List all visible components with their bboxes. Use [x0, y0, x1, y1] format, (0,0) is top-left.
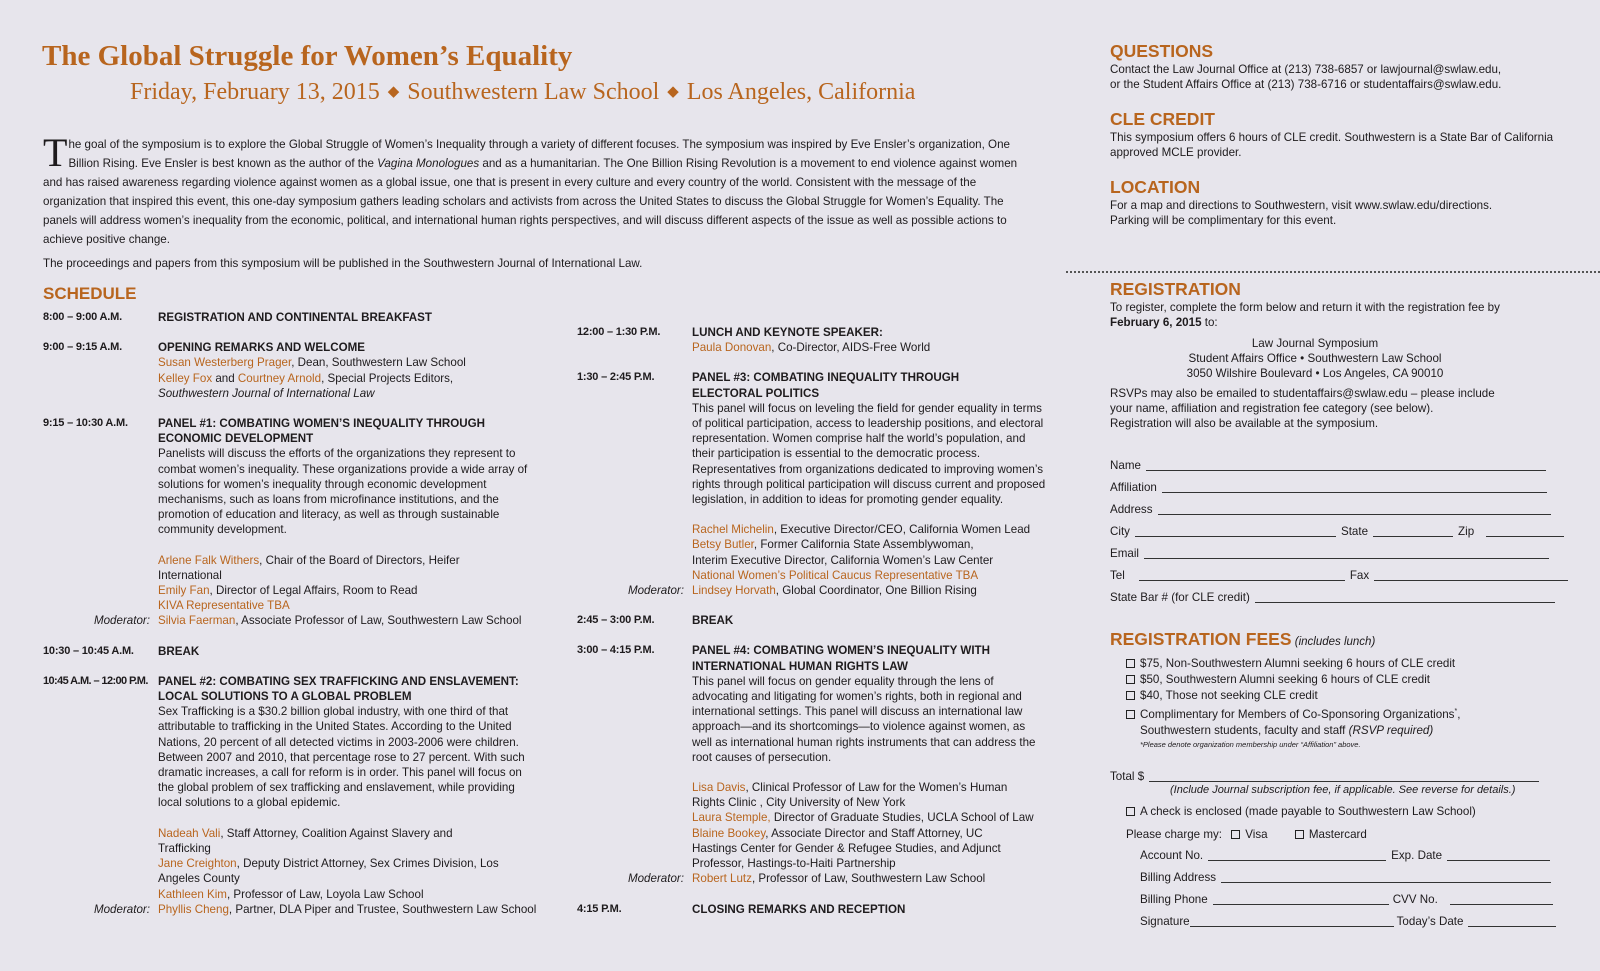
intro-text: he goal of the symposium is to explore the Global Struggle of Women’s Inequality through a variety of different focuses. The symposium was inspired by Eve Ensler’s organization, One Billion Rising. Eve Ensler is best known as the author of the: [68, 138, 1010, 170]
schedule-title: OPENING REMARKS AND WELCOME: [158, 341, 365, 355]
fee-option[interactable]: [1126, 656, 1460, 672]
speaker-name: Jane Creighton: [158, 857, 237, 871]
email-label: Email: [1110, 547, 1139, 560]
schedule-title: PANEL #4: COMBATING WOMEN’S INEQUALITY WITH INTERNATIONAL HUMAN RIGHTS LAW: [692, 644, 991, 673]
speaker-role: , Special Projects Editors,: [321, 371, 454, 385]
intro-paragraph: [43, 130, 1038, 249]
check-enclosed-label: A check is enclosed (made payable to Southwestern Law School): [1140, 805, 1476, 818]
moderator-row: [577, 583, 1047, 598]
mailing-address: 3050 Wilshire Boulevard • Los Angeles, CA 90010: [1186, 367, 1444, 380]
fee-option-label: $40, Those not seeking CLE credit: [1140, 689, 1318, 702]
city-state-zip-row: [1110, 524, 1564, 539]
schedule-item: [43, 310, 573, 325]
schedule-item: [577, 325, 1047, 355]
footnote-marker: *: [1454, 708, 1458, 715]
city-label: City: [1110, 525, 1130, 538]
schedule-item: [577, 370, 1047, 583]
event-venue: Southwestern Law School: [407, 79, 660, 105]
name-label: Name: [1110, 459, 1141, 472]
speaker-role: , Director of Legal Affairs, Room to Read: [209, 584, 418, 598]
diamond-icon: ◆: [387, 84, 400, 100]
speaker-role: , Deputy District Attorney, Sex Crimes Division, Los Angeles County: [158, 857, 499, 886]
questions-section: [1110, 40, 1580, 92]
schedule-item: [43, 416, 573, 613]
rsvp-required-note: (RSVP required): [1348, 723, 1434, 737]
intro-text: and as a humanitarian. The One Billion Rising Revolution is a movement to end violence against women and has raised awareness regarding violence against women as a global issue, one that is present in every culture and every country of the world. Consistent with the message of the organization that inspired this event, this one-day symposium gathers leading scholars and activists from across the United States to discuss the Global Struggle for Women’s Equality. The panels will address women’s inequality from the economic, political, and international human rights perspectives, and will discuss different aspects of the issue as well as possible actions to achieve positive change.: [43, 157, 1018, 246]
visa-option[interactable]: [1231, 828, 1267, 841]
schedule-item: [577, 613, 1047, 628]
fee-option[interactable]: [1126, 704, 1460, 723]
schedule-time: 1:30 – 2:45 P.M.: [577, 371, 655, 384]
schedule-title: PANEL #1: COMBATING WOMEN’S INEQUALITY THROUGH ECONOMIC DEVELOPMENT: [158, 417, 485, 446]
tel-input[interactable]: [1139, 580, 1345, 581]
dotted-divider: [1066, 271, 1600, 273]
cle-heading: CLE CREDIT: [1110, 109, 1215, 129]
speaker-name: Laura Stemple,: [692, 811, 771, 825]
exp-date-input[interactable]: [1447, 860, 1550, 861]
speaker-role: , Professor of Law, Loyola Law School: [226, 887, 424, 901]
proceedings-note: The proceedings and papers from this symposium will be published in the Southwestern Journal of International Law.: [43, 257, 643, 270]
schedule-time: 12:00 – 1:30 P.M.: [577, 326, 661, 338]
speaker-role: , Former California State Assemblywoman, Interim Executive Director, California Women’s Law Center: [692, 538, 994, 567]
total-field[interactable]: [1110, 769, 1539, 784]
speaker-role: , Associate Director and Staff Attorney, UC Hastings Center for Gender & Refugee Studies, and Adjunct Professor, Hastings-to-Haiti Partnership: [692, 826, 1001, 871]
speaker-name: Kelley Fox: [158, 371, 213, 385]
moderator-role: , Associate Professor of Law, Southwestern Law School: [235, 614, 522, 628]
mailing-address: Student Affairs Office • Southwestern Law School: [1188, 352, 1442, 365]
moderator-role: , Professor of Law, Southwestern Law School: [751, 872, 986, 886]
state-label: State: [1340, 525, 1369, 538]
speaker-role: , Staff Attorney, Coalition Against Slavery and Trafficking: [158, 826, 453, 855]
moderator-role: , Partner, DLA Piper and Trustee, Southwestern Law School: [228, 902, 537, 916]
signature-row: [1140, 914, 1556, 929]
schedule-title: PANEL #3: COMBATING INEQUALITY THROUGH ELECTORAL POLITICS: [692, 371, 960, 400]
charge-card-row: [1126, 827, 1596, 842]
speaker-name: Paula Donovan: [692, 341, 772, 355]
address-field[interactable]: [1110, 502, 1551, 517]
rsvp-text: Registration will also be available at the symposium.: [1110, 417, 1379, 430]
total-label: Total $: [1110, 770, 1145, 783]
account-row: [1140, 848, 1550, 863]
location-section: [1110, 176, 1580, 228]
moderator-role: , Global Coordinator, One Billion Rising: [775, 584, 977, 598]
speaker-role: , Executive Director/CEO, California Women Lead: [773, 523, 1031, 537]
moderator-name: Lindsey Horvath: [692, 584, 776, 598]
drop-cap: T: [43, 130, 68, 175]
billing-phone-input[interactable]: [1213, 904, 1389, 905]
schedule-time: 2:45 – 3:00 P.M.: [577, 614, 655, 627]
zip-label: Zip: [1458, 525, 1475, 538]
schedule-time: 9:00 – 9:15 A.M.: [43, 341, 122, 354]
zip-input[interactable]: [1486, 536, 1564, 537]
speaker-name: Nadeah Vali: [158, 826, 221, 840]
panel-description: Panelists will discuss the efforts of the organizations they represent to combat women’s inequality. These organizations provide a wide array of solutions for women’s inequality through economic development mechanisms, such as loans from microfinance institutions, and the promotion of education and literacy, as well as through sustainable community development.: [158, 447, 528, 537]
panel-description: Sex Trafficking is a $30.2 billion global industry, with one third of that attributable to trafficking in the United States. According to the United Nations, 20 percent of all detected victims in 2003-2006 were children. Between 2007 and 2010, that percentage rose to 27 percent. With such dramatic increases, a call for reform is in order. This panel will focus on the global problem of sex trafficking and enslavement, while providing local solutions to a global epidemic.: [158, 705, 525, 810]
fax-input[interactable]: [1374, 580, 1568, 581]
account-input[interactable]: [1208, 860, 1386, 861]
moderator-name: Phyllis Cheng: [158, 902, 229, 916]
schedule-title: BREAK: [158, 644, 200, 658]
moderator-row: [43, 613, 573, 628]
state-bar-label: State Bar # (for CLE credit): [1110, 591, 1250, 604]
diamond-icon: ◆: [667, 84, 679, 100]
schedule-item: [577, 643, 1047, 871]
speaker-name: Arlene Falk Withers: [158, 553, 260, 567]
email-field[interactable]: [1110, 546, 1549, 561]
moderator-label: Moderator:: [627, 584, 684, 598]
questions-text: Contact the Law Journal Office at (213) 738-6857 or lawjournal@swlaw.edu,: [1110, 63, 1502, 76]
schedule-item: [43, 340, 573, 401]
speaker-name: Susan Westerberg Prager: [158, 356, 292, 370]
cvv-input[interactable]: [1450, 904, 1553, 905]
fee-option-label: ,: [1457, 707, 1461, 721]
registration-text: to:: [1201, 316, 1218, 329]
moderator-row: [43, 902, 573, 917]
speaker-name: Betsy Butler: [692, 538, 754, 552]
questions-heading: QUESTIONS: [1110, 41, 1214, 61]
tel-fax-row: [1110, 568, 1568, 583]
speaker-role: , Co-Director, AIDS-Free World: [771, 341, 931, 355]
speaker-role: Director of Graduate Studies, UCLA School of Law: [770, 811, 1034, 825]
fee-option-label: Southwestern students, faculty and staff: [1140, 723, 1349, 737]
speaker-name: Kathleen Kim: [158, 887, 227, 901]
todays-date-label: Today’s Date: [1396, 915, 1464, 928]
schedule-time: 10:45 A.M. – 12:00 P.M.: [43, 674, 148, 687]
affiliation-footnote: *Please denote organization membership under “Affiliation” above.: [1140, 739, 1361, 749]
panel-description: This panel will focus on gender equality through the lens of advocating and litigating for women’s rights, both in regional and international settings. This panel will discuss an international law approach—and its shortcomings—to violence against women, as well as international human rights instruments that can address the root causes of persecution.: [692, 674, 1036, 764]
checkbox-icon[interactable]: [1126, 659, 1135, 668]
panel-description: This panel will focus on leveling the field for gender equality in terms of political participation, access to leadership positions, and electoral representation. Women comprise half the world’s population, and their participation is essential to the democratic process. Representatives from organizations dedicated to improving women’s rights through political participation will discuss current and proposed legislation, in addition to ideas for promoting gender equality.: [692, 401, 1046, 507]
schedule-column-right: [577, 325, 1047, 917]
charge-label: Please charge my:: [1126, 828, 1223, 841]
speaker-name: KIVA Representative TBA: [158, 599, 290, 613]
moderator-row: [577, 871, 1047, 886]
registration-heading: REGISTRATION: [1110, 279, 1241, 299]
cle-text: approved MCLE provider.: [1110, 146, 1242, 159]
affiliation-label: Affiliation: [1110, 481, 1157, 494]
speaker-name: Courtney Arnold: [237, 371, 322, 385]
total-note: (Include Journal subscription fee, if applicable. See reverse for details.): [1170, 784, 1516, 796]
schedule-title: PANEL #2: COMBATING SEX TRAFFICKING AND ENSLAVEMENT: LOCAL SOLUTIONS TO A GLOBAL PROBLEM: [158, 674, 519, 704]
fax-label: Fax: [1349, 569, 1370, 582]
speaker-role: , Chair of the Board of Directors, Heifer International: [158, 553, 460, 582]
billing-address-field[interactable]: [1140, 870, 1551, 885]
fee-option-label: $50, Southwestern Alumni seeking 6 hours of CLE credit: [1140, 673, 1431, 686]
schedule-time: 3:00 – 4:15 P.M.: [577, 644, 655, 657]
fees-heading-note: (includes lunch): [1294, 636, 1376, 648]
checkbox-icon[interactable]: [1126, 691, 1135, 700]
schedule-time: 9:15 – 10:30 A.M.: [43, 417, 128, 430]
location-heading: LOCATION: [1110, 177, 1201, 197]
fee-option-label: Complimentary for Members of Co-Sponsoring Organizations: [1140, 707, 1455, 721]
schedule-item: [43, 674, 573, 902]
registration-section: [1110, 278, 1580, 431]
cvv-label: CVV No.: [1392, 893, 1438, 906]
page-title: The Global Struggle for Women’s Equality: [42, 40, 573, 72]
registration-deadline: February 6, 2015: [1110, 316, 1202, 329]
registration-text: To register, complete the form below and return it with the registration fee by: [1110, 301, 1500, 314]
event-subtitle: [130, 77, 915, 110]
name-field[interactable]: [1110, 458, 1546, 473]
schedule-item: [577, 902, 1047, 917]
checkbox-icon[interactable]: [1295, 830, 1304, 839]
cle-section: [1110, 108, 1580, 160]
schedule-time: 4:15 P.M.: [577, 902, 622, 915]
billing-phone-row: [1140, 892, 1553, 907]
schedule-title: LUNCH AND KEYNOTE SPEAKER:: [692, 326, 883, 339]
conjunction: and: [212, 371, 238, 385]
journal-name: Southwestern Journal of International Law: [158, 386, 375, 400]
intro-book-title: Vagina Monologues: [377, 157, 480, 170]
schedule-title: BREAK: [692, 614, 734, 628]
affiliation-field[interactable]: [1110, 480, 1547, 495]
moderator-name: Silvia Faerman: [158, 614, 236, 628]
moderator-label: Moderator:: [93, 902, 150, 916]
billing-address-label: Billing Address: [1140, 871, 1217, 884]
state-input[interactable]: [1373, 536, 1453, 537]
checkbox-icon[interactable]: [1126, 807, 1135, 816]
todays-date-input[interactable]: [1468, 926, 1556, 927]
speaker-name: Emily Fan: [158, 584, 210, 598]
fee-options: [1126, 656, 1460, 751]
speaker-name: Lisa Davis: [692, 781, 746, 795]
signature-label: Signature: [1140, 915, 1190, 928]
signature-input[interactable]: [1190, 926, 1394, 927]
visa-label: Visa: [1245, 828, 1268, 841]
checkbox-icon[interactable]: [1126, 710, 1135, 719]
fees-heading: REGISTRATION FEES: [1110, 629, 1292, 649]
mastercard-label: Mastercard: [1308, 828, 1367, 841]
fee-option[interactable]: [1126, 672, 1460, 688]
fees-heading-row: [1110, 628, 1580, 650]
location-text: Parking will be complimentary for this event.: [1110, 214, 1337, 227]
mastercard-option[interactable]: [1295, 828, 1367, 841]
schedule-item: [43, 644, 573, 659]
city-input[interactable]: [1135, 536, 1336, 537]
checkbox-icon[interactable]: [1231, 830, 1240, 839]
moderator-name: Robert Lutz: [692, 872, 752, 886]
schedule-title: REGISTRATION AND CONTINENTAL BREAKFAST: [158, 311, 432, 324]
moderator-label: Moderator:: [627, 872, 684, 886]
event-city: Los Angeles, California: [686, 79, 916, 105]
cle-text: This symposium offers 6 hours of CLE credit. Southwestern is a State Bar of California: [1110, 131, 1554, 144]
speaker-name: Blaine Bookey: [692, 826, 766, 840]
exp-date-label: Exp. Date: [1391, 849, 1443, 862]
speaker-name: Rachel Michelin: [692, 523, 774, 537]
checkbox-icon[interactable]: [1126, 675, 1135, 684]
speaker-role: , Dean, Southwestern Law School: [291, 356, 466, 370]
account-label: Account No.: [1140, 849, 1204, 862]
state-bar-field[interactable]: [1110, 590, 1555, 605]
address-label: Address: [1110, 503, 1153, 516]
mailing-address: Law Journal Symposium: [1251, 337, 1379, 350]
schedule-column-left: [43, 310, 573, 917]
schedule-time: 8:00 – 9:00 A.M.: [43, 311, 122, 323]
speaker-role: , Clinical Professor of Law for the Women’s Human Rights Clinic , City University of New York: [692, 781, 1008, 810]
rsvp-text: RSVPs may also be emailed to studentaffairs@swlaw.edu – please include: [1110, 387, 1495, 400]
questions-text: or the Student Affairs Office at (213) 738-6716 or studentaffairs@swlaw.edu.: [1110, 78, 1502, 91]
billing-phone-label: Billing Phone: [1140, 893, 1208, 906]
fee-option[interactable]: [1126, 688, 1460, 704]
event-date: Friday, February 13, 2015: [130, 79, 380, 105]
moderator-label: Moderator:: [93, 614, 150, 628]
schedule-title: CLOSING REMARKS AND RECEPTION: [692, 902, 906, 916]
check-enclosed-option[interactable]: [1126, 804, 1596, 819]
location-text: For a map and directions to Southwestern, visit www.swlaw.edu/directions.: [1110, 199, 1493, 212]
schedule-time: 10:30 – 10:45 A.M.: [43, 644, 134, 657]
speaker-name: National Women’s Political Caucus Representative TBA: [692, 568, 979, 582]
rsvp-text: your name, affiliation and registration fee category (see below).: [1110, 402, 1434, 415]
fee-option-label: $75, Non-Southwestern Alumni seeking 6 hours of CLE credit: [1140, 657, 1456, 670]
tel-label: Tel: [1110, 569, 1125, 582]
schedule-heading: SCHEDULE: [43, 284, 137, 303]
